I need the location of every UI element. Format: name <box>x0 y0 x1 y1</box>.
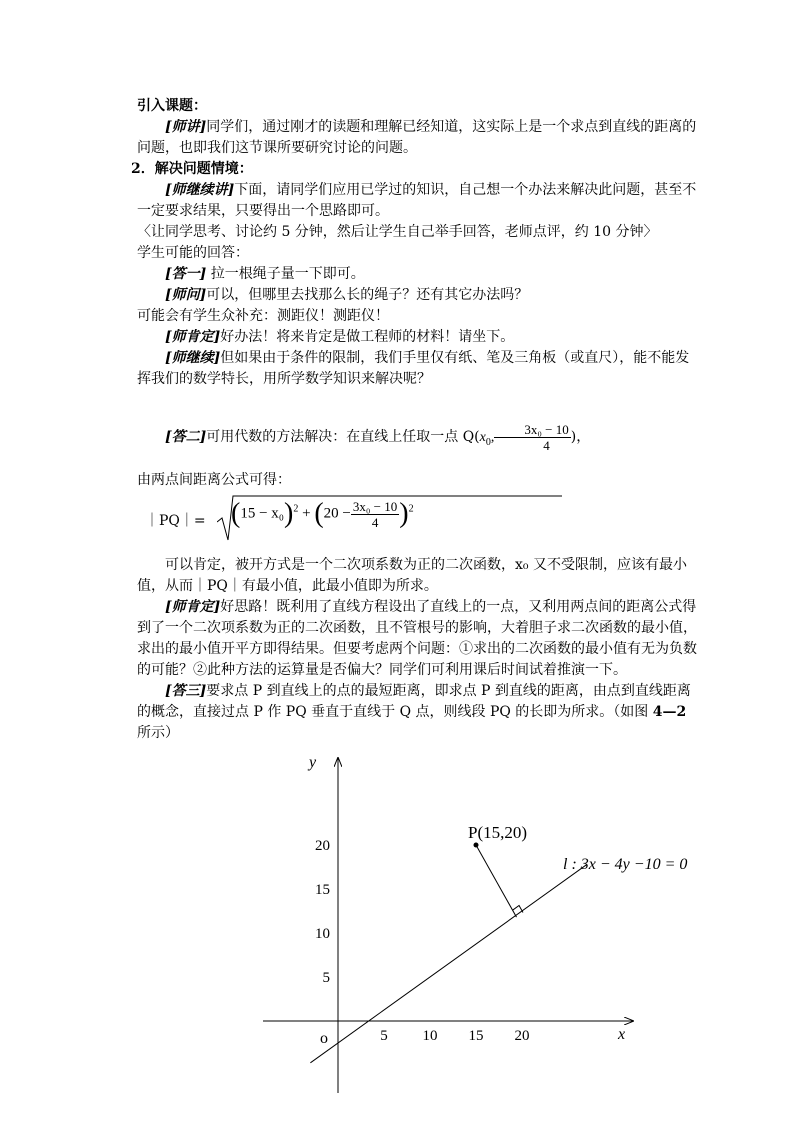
x-tick-labels <box>380 1028 529 1044</box>
teacher-ask <box>137 285 697 306</box>
answer-2-sub: 0 <box>485 436 491 448</box>
x-tick-10: 10 <box>422 1028 438 1044</box>
line-equation-label: l : 3x − 4y −10 = 0 <box>563 856 688 873</box>
teacher-text: 同学们，通过刚才的读题和理解已经知道，这实际上是一个求点到直线的距离的问题，也即我们这节课所要研究讨论的问题。 <box>137 119 697 156</box>
teacher-label: [师讲] <box>165 119 207 135</box>
teacher-continue-2 <box>137 348 697 390</box>
y-axis-label: y <box>309 754 317 771</box>
y-tick-15: 15 <box>315 882 330 898</box>
perpendicular-pq <box>476 845 516 917</box>
intro-heading: 引入课题： <box>137 98 207 114</box>
section-2-heading: 2．解决问题情境： <box>131 161 253 177</box>
radicand: $(15 - x_0)^2 + (20$ − $\frac{\text{3x₀ − 10}}{4}$ )$^2$ <box>231 498 414 530</box>
teacher-affirm-2 <box>137 597 697 681</box>
coordinate-figure <box>258 753 708 1098</box>
continue-text: 但如果由于条件的限制，我们手里仅有纸、笔及三角板（或直尺），能不能发挥我们的数学特长，用所学数学知识来解决呢？ <box>137 350 690 387</box>
teacher-ask-label: [师问] <box>165 287 207 303</box>
y-tick-10: 10 <box>315 926 330 942</box>
affirm-2-text: 好思路！既利用了直线方程设出了直线上的一点，又利用两点间的距离公式得到了一个二次项系数为正的二次函数，且不管根号的影响，大着胆子求二次函数的最小值，求出的最小值开平方即得结果。但要考虑两个问题：①求出的二次函数的最小值有无为负数的可能？②此种方法的运算量是否偏大？同学们可利用课后时间试着推演一下。 <box>137 599 697 678</box>
plus-sign: + <box>302 505 311 522</box>
x-axis-label: x <box>618 1026 626 1043</box>
x-tick-15: 15 <box>468 1028 484 1044</box>
answer-3-label: [答三] <box>165 683 207 699</box>
teacher-ask-text: 可以，但哪里去找那么长的绳子？还有其它办法吗？ <box>206 287 529 303</box>
y-tick-labels <box>315 838 330 986</box>
term-2-denominator: 4 <box>371 514 379 530</box>
answer-2-var: x <box>479 430 486 445</box>
term-2-lead: 20 − <box>323 505 351 522</box>
answer-3 <box>137 681 697 744</box>
formula-intro: 由两点间距离公式可得： <box>137 472 291 488</box>
answer-3-text: 要求点 P 到直线上的点的最短距离，即求点 P 到直线的距离，由点到直线距离的概念，直接过点 P 作 PQ 垂直于直线于 Q 点，则线段 PQ 的长即为所求。（如图 <box>137 683 691 720</box>
answer-1-text: 拉一根绳子量一下即可。 <box>206 266 365 282</box>
affirm-1-text: 好办法！将来肯定是做工程师的材料！请坐下。 <box>220 329 515 345</box>
term-2-fraction <box>351 499 399 530</box>
answer-2-end: )， <box>570 429 591 445</box>
square-2: 2 <box>408 503 414 515</box>
teacher-paragraph <box>137 117 697 159</box>
answer-2-line: [答二]可用代数的方法解决：在直线上任取一点 $Q(x_0$, $\frac{\text{3x₀ − 10}}{4}$ )， <box>165 421 591 453</box>
x-tick-20: 20 <box>514 1028 530 1044</box>
formula-intro-block <box>137 470 697 491</box>
fraction-numerator: 3x₀ − 10 <box>494 422 570 438</box>
y-tick-20: 20 <box>315 838 330 854</box>
origin-label: o <box>320 1030 328 1047</box>
point-p <box>474 843 479 848</box>
answer-2 <box>137 420 697 460</box>
formula-lhs: ｜PQ｜= <box>145 513 206 529</box>
line-l <box>310 865 586 1063</box>
fraction-denominator: 4 <box>543 437 550 453</box>
term-1: 15 − x₀ <box>240 505 285 522</box>
affirm-1-label: [师肯定] <box>165 329 221 345</box>
answer-1 <box>137 264 697 285</box>
instruction-note: 〈让同学思考、讨论约 5 分钟，然后让学生自己举手回答，老师点评，约 10 分钟〉 <box>137 224 658 240</box>
continue-label: [师继续] <box>165 350 221 366</box>
affirm-2-label: [师肯定] <box>165 599 221 615</box>
answer-2-label: [答二] <box>165 429 207 445</box>
square-1: 2 <box>293 503 299 515</box>
after-formula-section <box>137 555 697 744</box>
teacher-affirm-1 <box>137 327 697 348</box>
answer-1-label: [答一] <box>165 266 207 282</box>
intro-section <box>137 96 697 159</box>
student-supplement: 可能会有学生众补充：测距仪！测距仪！ <box>137 308 389 324</box>
term-2-numerator: 3x₀ − 10 <box>352 498 398 514</box>
figure-ref: 4—2 <box>652 704 687 720</box>
answer-2-fraction <box>494 422 570 453</box>
possible-answers-intro: 学生可能的回答： <box>137 245 249 261</box>
analysis-paragraph: 可以肯定，被开方式是一个二次项系数为正的二次函数，x₀ 又不受限制，应该有最小值，从而｜PQ｜有最小值，此最小值即为所求。 <box>137 557 687 594</box>
point-p-label: P(15,20) <box>468 823 528 842</box>
teacher-continue-label: [师继续讲] <box>165 182 235 198</box>
x-tick-5: 5 <box>380 1028 388 1044</box>
section-2 <box>131 159 697 390</box>
y-tick-5: 5 <box>322 970 330 986</box>
answer-3-end: 所示） <box>137 725 179 741</box>
teacher-continue-paragraph <box>137 180 697 222</box>
teacher-continue-text: 下面，请同学们应用已学过的知识，自己想一个办法来解决此问题，甚至不一定要求结果，只要得出一个思路即可。 <box>137 182 697 219</box>
answer-2-text: 可用代数的方法解决：在直线上任取一点 Q( <box>206 429 480 445</box>
